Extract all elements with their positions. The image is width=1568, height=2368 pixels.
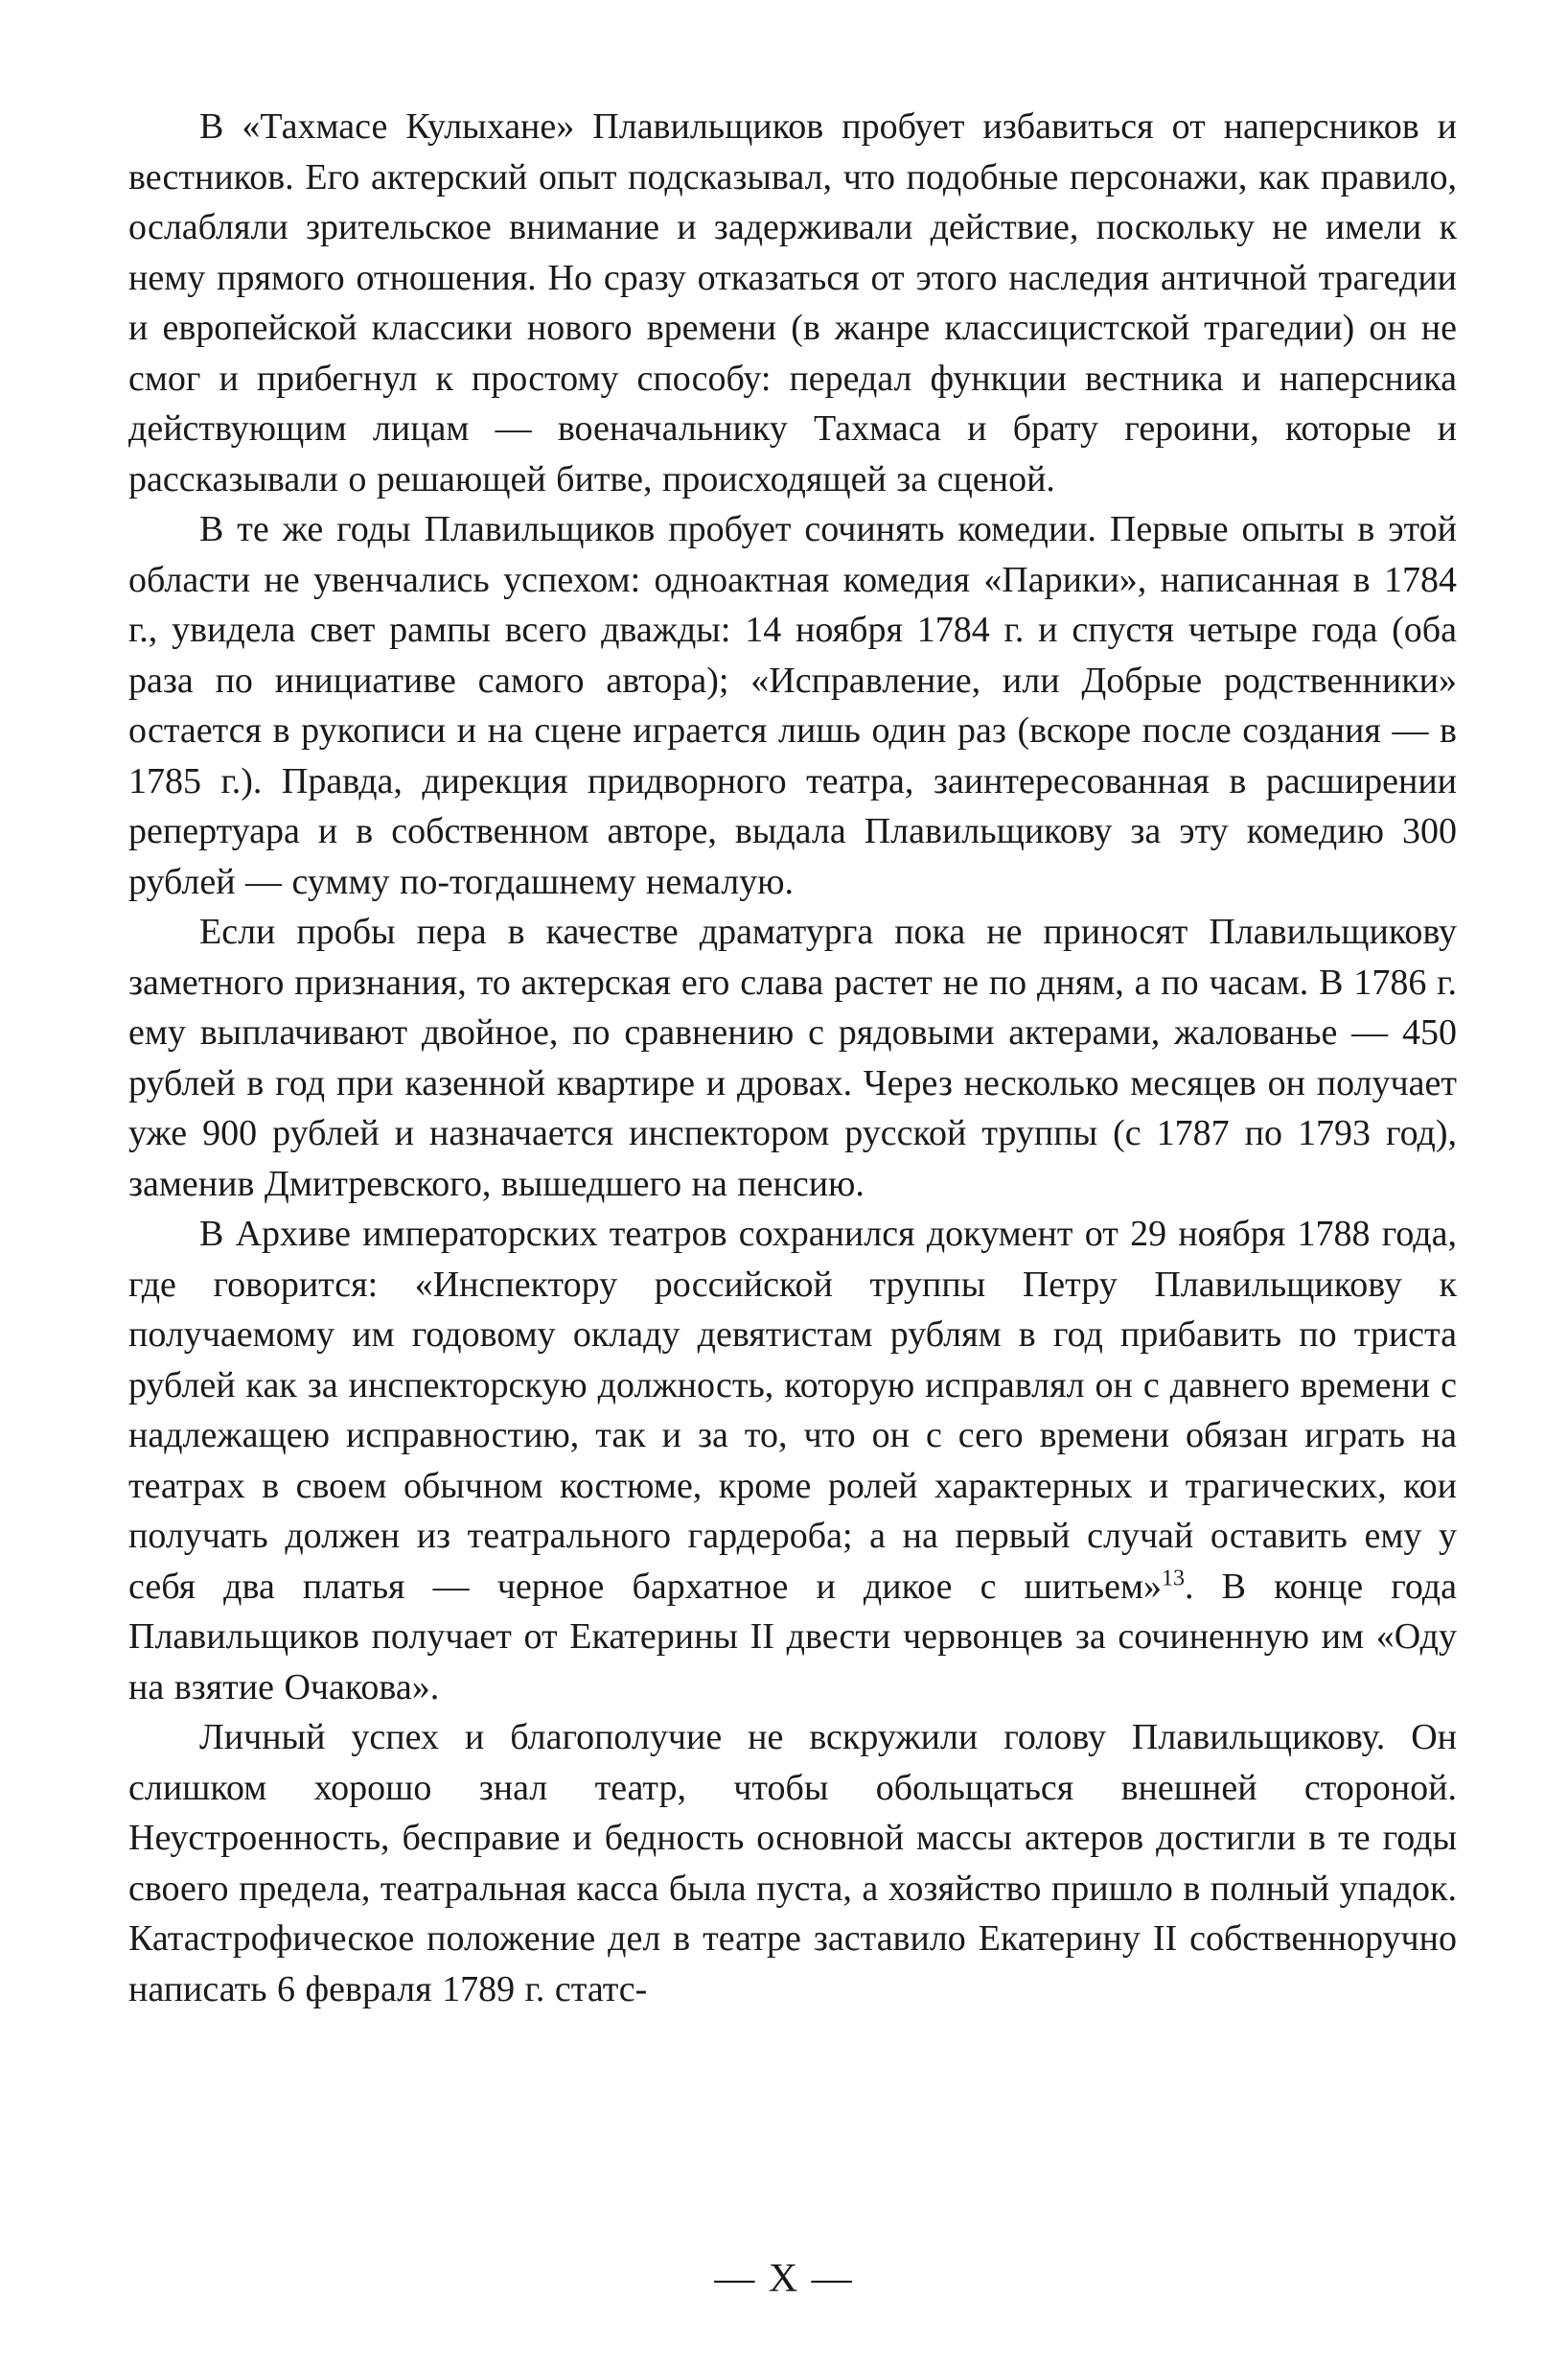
paragraph-2: В те же годы Плавильщиков пробует сочинять комедии. Первые опыты в этой области не увенчались успехом: одноактная комедия «Парики», написанная в 1784 г., увидела свет рампы всего дважды: 14 ноября 1784 г. и спустя четыре года (оба раза по инициативе самого автора); «Исправление, или Добрые родственники» остается в рукописи и на сцене играется лишь один раз (вскоре после создания — в 1785 г.). Правда, дирекция придворного театра, заинтересованная в расширении репертуара и в собственном авторе, выдала Плавильщикову за эту комедию 300 рублей — сумму по-тогдашнему немалую. [128, 509, 1457, 902]
footnote-marker: 13 [1162, 1565, 1185, 1590]
paragraph-5: Личный успех и благополучие не вскружили голову Плавильщикову. Он слишком хорошо знал театр, чтобы обольщаться внешней стороной. Неустроенность, бесправие и бедность основной массы актеров достигли в те годы своего предела, театральная касса была пуста, а хозяйство пришло в полный упадок. Катастрофическое положение дел в театре заставило Екатерину II собственноручно написать 6 февраля 1789 г. статс- [128, 1717, 1457, 2009]
paragraph-4-text-after: . В конце года Плавильщиков получает от Екатерины II двести червонцев за сочиненную им «Оду на взятие Очакова». [128, 1566, 1457, 1707]
paragraph-4 [128, 1209, 1457, 1712]
body-text [128, 102, 1457, 2014]
paragraph-4-text: В Архиве императорских театров сохранился документ от 29 ноября 1788 года, где говорится: «Инспектору российской труппы Петру Плавильщикову к получаемому им годовому окладу девятистам рублям в год прибавить по триста рублей как за инспекторскую должность, которую исправлял он с давнего времени с надлежащею исправностию, так и за то, что он с сего времени обязан играть на театрах в своем обычном костюме, кроме ролей характерных и трагических, кои получать должен из театрального гардероба; а на первый случай оставить ему у себя два платья — черное бархатное и дикое с шитьем» [128, 1214, 1457, 1607]
paragraph-3: Если пробы пера в качестве драматурга пока не приносят Плавильщикову заметного признания, то актерская его слава растет не по дням, а по часам. В 1786 г. ему выплачивают двойное, по сравнению с рядовыми актерами, жалованье — 450 рублей в год при казенной квартире и дровах. Через несколько месяцев он получает уже 900 рублей и назначается инспектором русской труппы (с 1787 по 1793 год), заменив Дмитревского, вышедшего на пенсию. [128, 912, 1457, 1204]
paragraph-1: В «Тахмасе Кулыхане» Плавильщиков пробует избавиться от наперсников и вестников. Его актерский опыт подсказывал, что подобные персонажи, как правило, ослабляли зрительское внимание и задерживали действие, поскольку не имели к нему прямого отношения. Но сразу отказаться от этого наследия античной трагедии и европейской классики нового времени (в жанре классицистской трагедии) он не смог и прибегнул к простому способу: передал функции вестника и наперсника действующим лицам — военачальнику Тахмаса и брату героини, которые и рассказывали о решающей битве, происходящей за сценой. [128, 106, 1457, 499]
page-number: — X — [714, 2257, 854, 2301]
